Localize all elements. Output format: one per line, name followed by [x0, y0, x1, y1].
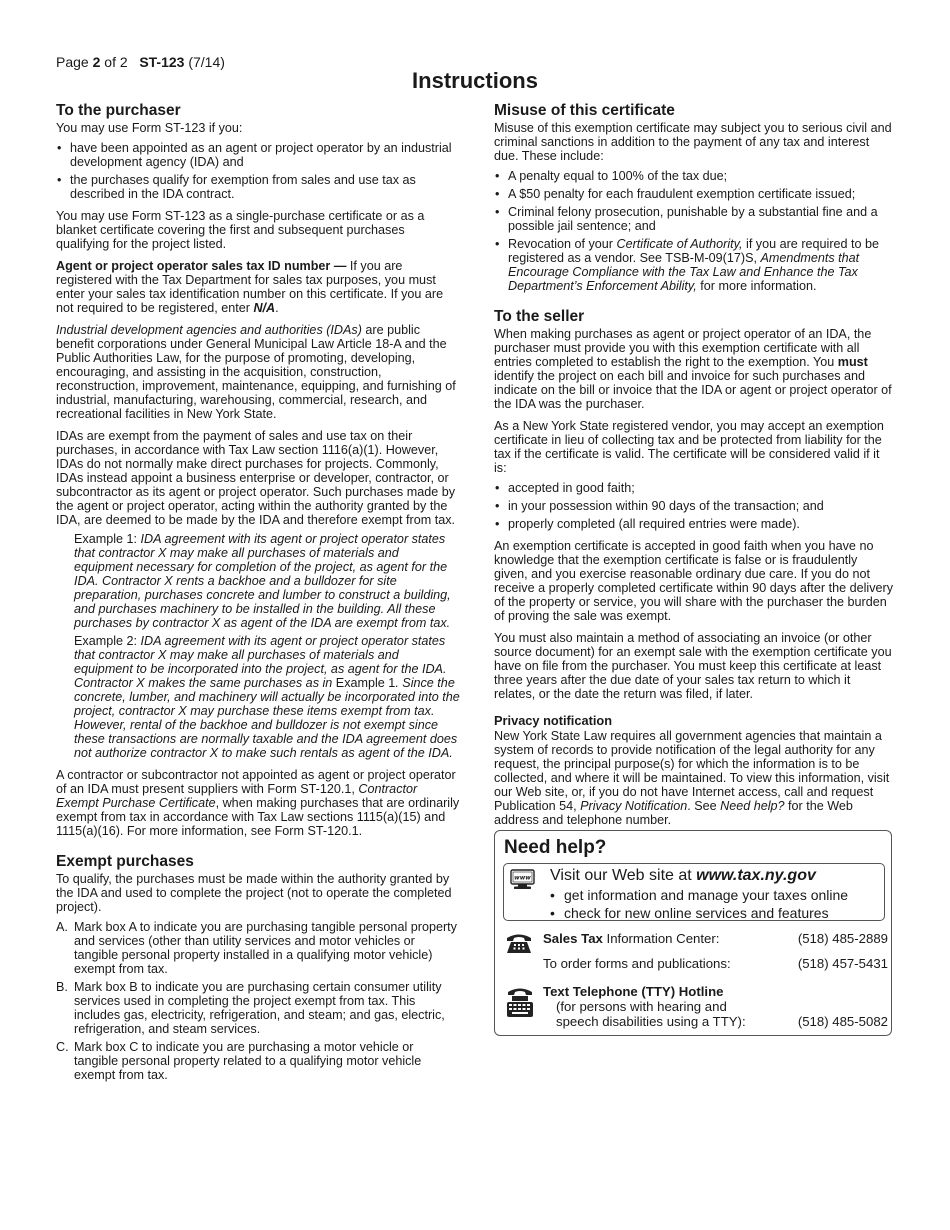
list-item: • properly completed (all required entries were made).	[494, 517, 894, 531]
sales-tax-label: Sales Tax	[543, 931, 603, 946]
left-column	[56, 102, 460, 1090]
need-help-box	[494, 830, 892, 1036]
list-item: • Criminal felony prosecution, punishable by a substantial fine and a possible jail sentence; and	[494, 205, 894, 233]
exempt-intro: To qualify, the purchases must be made within the authority granted by the IDA and used to complete the project (not to operate the completed project).	[56, 872, 452, 914]
website-line	[550, 866, 816, 885]
privacy-text-b: . See	[687, 799, 721, 813]
misuse-bullets	[494, 169, 894, 293]
misuse-intro: Misuse of this exemption certificate may subject you to serious civil and criminal sanctions in addition to the payment of any tax and interest due. These include:	[494, 121, 892, 163]
purchaser-paragraph: You may use Form ST-123 as a single-purchase certificate or as a blanket certificate covering the first and subsequent purchases qualifying for the project listed.	[56, 209, 425, 251]
www-label: www	[514, 874, 531, 882]
contractor-form-title: Contractor Exempt Purchase Certificate	[56, 782, 418, 810]
example-2-text-b: . Since the concrete, lumber, and machinery will actually be incorporated into the project, contractor X may purchase these items exempt from tax. However, rental of the backhoe and bulldozer is not exempt since these transactions are normally taxable and the IDA agreement does not authorize contractor X to make such rentals as agent of the IDA.	[74, 676, 460, 760]
forms-phone[interactable]: (518) 457-5431	[797, 956, 888, 971]
item-text: Mark box A to indicate you are purchasing tangible personal property and services (other than utility services and motor vehicles or tangible personal property installed in a qualifying motor vehicle) exempt from tax.	[74, 920, 457, 976]
revocation-text-a: Revocation of your	[508, 237, 617, 251]
id-number-paragraph	[56, 259, 460, 315]
list-item	[56, 920, 460, 976]
page-total: of 2	[104, 54, 128, 70]
contractor-text-b: , when making purchases that are ordinarily exempt from tax in accordance with Tax Law sections 1115(a)(15) and 1115(a)(16). For more information, see Form ST-120.1.	[56, 796, 460, 838]
purchaser-intro: You may use Form ST-123 if you:	[56, 121, 243, 135]
purchaser-bullets	[56, 141, 460, 201]
ida-definition-text: are public benefit corporations under General Municipal Law Article 18-A and the Public Authorities Law, for the purpose of promoting, developing, encouraging, and assisting in the acquisition, construction, reconstruction, improvement, maintenance, equipping, and furnishing of industrial, manufacturing, warehousing, commercial, research, and recreational facilities in New York State.	[56, 323, 456, 421]
ida-term: Industrial development agencies and authorities (IDAs)	[56, 323, 362, 337]
exempt-heading: Exempt purchases	[56, 853, 194, 870]
list-item: • the purchases qualify for exemption from sales and use tax as described in the IDA contract.	[56, 173, 460, 201]
tsb-title: Amendments that Encourage Compliance with the Tax Law and Enhance the Tax Department’s Enforcement Ability,	[508, 251, 860, 293]
list-item	[56, 1040, 460, 1082]
list-item	[494, 237, 894, 293]
item-text: Mark box C to indicate you are purchasing a motor vehicle or tangible personal property related to a qualifying motor vehicle exempt from tax.	[74, 1040, 422, 1082]
page-number: 2	[92, 54, 101, 70]
need-help-title: Need help?	[504, 837, 607, 858]
computer-icon	[510, 869, 535, 890]
revocation-text-b: if you are required to be registered as a vendor. See TSB-M-09(17)S,	[508, 237, 880, 265]
ida-definition-paragraph	[56, 323, 460, 421]
seller-bullets	[494, 481, 894, 531]
need-help-ref: Need help?	[720, 799, 785, 813]
id-number-end: .	[275, 301, 279, 315]
item-letter: A.	[56, 920, 68, 934]
form-revision: (7/14)	[188, 54, 225, 70]
privacy-text-c: for the Web address and telephone number.	[494, 799, 853, 827]
website-intro: Visit our Web site at	[550, 867, 697, 884]
list-item: • get information and manage your taxes online	[550, 886, 848, 904]
list-item: • A $50 penalty for each fraudulent exemption certificate issued;	[494, 187, 894, 201]
tty-phone[interactable]: (518) 485-5082	[797, 1014, 888, 1029]
purchaser-heading: To the purchaser	[56, 102, 181, 119]
telephone-icon	[505, 931, 533, 955]
tty-line-2-text: speech disabilities using a TTY):	[556, 1014, 746, 1029]
na-text: N/A	[253, 301, 276, 315]
list-item: • have been appointed as an agent or project operator by an industrial development agency (IDA) and	[56, 141, 460, 169]
example-1	[74, 532, 460, 630]
contractor-text-a: A contractor or subcontractor not appointed as agent or project operator of an IDA must present suppliers with Form ST-120.1,	[56, 768, 456, 796]
item-letter: C.	[56, 1040, 69, 1054]
forms-label: To order forms and publications:	[543, 956, 731, 971]
tty-line-2	[543, 1014, 888, 1029]
website-link[interactable]: www.tax.ny.gov	[696, 867, 816, 884]
ida-exempt-paragraph: IDAs are exempt from the payment of sales and use tax on their purchases, in accordance with Tax Law section 1116(a)(1). However, IDAs do not normally make direct purchases for projects. Commonly, IDAs instead appoint a business enterprise or developer, contractor, or subcontractor as its agent or project operator. Such purchases made by the agent or project operator, acting within the authority granted by the IDA, are deemed to be made by the IDA and therefore exempt from tax.	[56, 429, 456, 527]
example-2-text-a: IDA agreement with its agent or project operator states that contractor X may make all purchases of materials and equipment to be incorporated into the project, as agent for the IDA. Contractor X makes the same purchases as in	[74, 634, 447, 690]
form-number: ST-123	[139, 54, 185, 70]
forms-row	[543, 956, 888, 971]
revocation-text-c: for more information.	[696, 279, 817, 293]
contractor-paragraph	[56, 768, 460, 838]
tty-label: Text Telephone (TTY) Hotline	[543, 984, 724, 999]
example-2-ref: Example 1	[335, 676, 396, 690]
record-paragraph: You must also maintain a method of associating an invoice (or other source document) for an exempt sale with the exemption certificate you have on file from the purchaser. You must keep this certificate at least three years after the due date of your sales tax return to which it relates, or the date the return was filed, if later.	[494, 631, 892, 701]
seller-text-b: identify the project on each bill and invoice for such purchases and indicate on the bill or invoice that the IDA or agent or project operator of the IDA was the purchaser.	[494, 369, 892, 411]
seller-heading: To the seller	[494, 308, 585, 325]
sales-tax-center: Information Center:	[602, 931, 720, 946]
list-item	[56, 980, 460, 1036]
item-text: Mark box B to indicate you are purchasing certain consumer utility services used in completing the project exempt from tax. This includes gas, electricity, refrigeration, and steam; and gas, electric, refrigeration, and steam services.	[74, 980, 445, 1036]
tty-line-1: (for persons with hearing and	[556, 999, 727, 1014]
publication-title: Privacy Notification	[580, 799, 688, 813]
example-1-text: IDA agreement with its agent or project operator states that contractor X may make all purchases of materials and equipment necessary for completion of the project, as agent for the IDA. Contractor X rents a backhoe and a bulldozer for site preparation, purchases concrete and lumber to construct a building, and purchases machinery to be installed in the building. All these purchases by contractor X as agent of the IDA are exempt from tax.	[74, 532, 451, 630]
item-letter: B.	[56, 980, 68, 994]
page-label: Page	[56, 54, 89, 70]
seller-paragraph-2: As a New York State registered vendor, you may accept an exemption certificate in lieu of collecting tax and be protected from liability for the tax if the certificate is valid. The certificate will be considered valid if it is:	[494, 419, 884, 475]
id-number-label: Agent or project operator sales tax ID number —	[56, 259, 347, 273]
right-column	[494, 102, 894, 835]
tty-icon	[505, 985, 535, 1019]
revocation-term: Certificate of Authority,	[616, 237, 743, 251]
example-2	[74, 634, 460, 760]
misuse-heading: Misuse of this certificate	[494, 102, 675, 119]
must-text: must	[837, 355, 868, 369]
privacy-paragraph	[494, 729, 894, 827]
page-title: Instructions	[412, 68, 538, 93]
example-2-label: Example 2:	[74, 634, 137, 648]
list-item: • A penalty equal to 100% of the tax due;	[494, 169, 894, 183]
sales-tax-row	[543, 931, 888, 946]
tty-row	[543, 984, 888, 1029]
example-1-label: Example 1:	[74, 532, 137, 546]
seller-text-a: When making purchases as agent or project operator of an IDA, the purchaser must provide you with this exemption certificate with all entries completed to establish the right to the exemption. You	[494, 327, 872, 369]
list-item: • in your possession within 90 days of the transaction; and	[494, 499, 894, 513]
list-item: • accepted in good faith;	[494, 481, 894, 495]
sales-tax-phone[interactable]: (518) 485-2889	[797, 931, 888, 946]
privacy-heading: Privacy notification	[494, 713, 613, 728]
exempt-list	[56, 920, 460, 1082]
website-bullets	[550, 886, 848, 922]
id-number-text: If you are registered with the Tax Department for sales tax purposes, you must enter your sales tax identification number on this certificate. If you are not required to be registered, enter	[56, 259, 444, 315]
list-item: • check for new online services and features	[550, 904, 848, 922]
website-box	[503, 863, 885, 921]
privacy-text-a: New York State Law requires all government agencies that maintain a system of records to provide notification of the legal authority for any request, the principal purpose(s) for which the information is to be collected, and where it will be maintained. To view this information, visit our Web site, or, if you do not have Internet access, call and request Publication 54,	[494, 729, 890, 813]
seller-paragraph-1	[494, 327, 894, 411]
good-faith-paragraph: An exemption certificate is accepted in good faith when you have no knowledge that the exemption certificate is false or is fraudulently given, and you exercise reasonable ordinary due care. If you do not receive a properly completed certificate within 90 days after the delivery of the property or service, you will share with the purchaser the burden of proving the sale was exempt.	[494, 539, 893, 623]
